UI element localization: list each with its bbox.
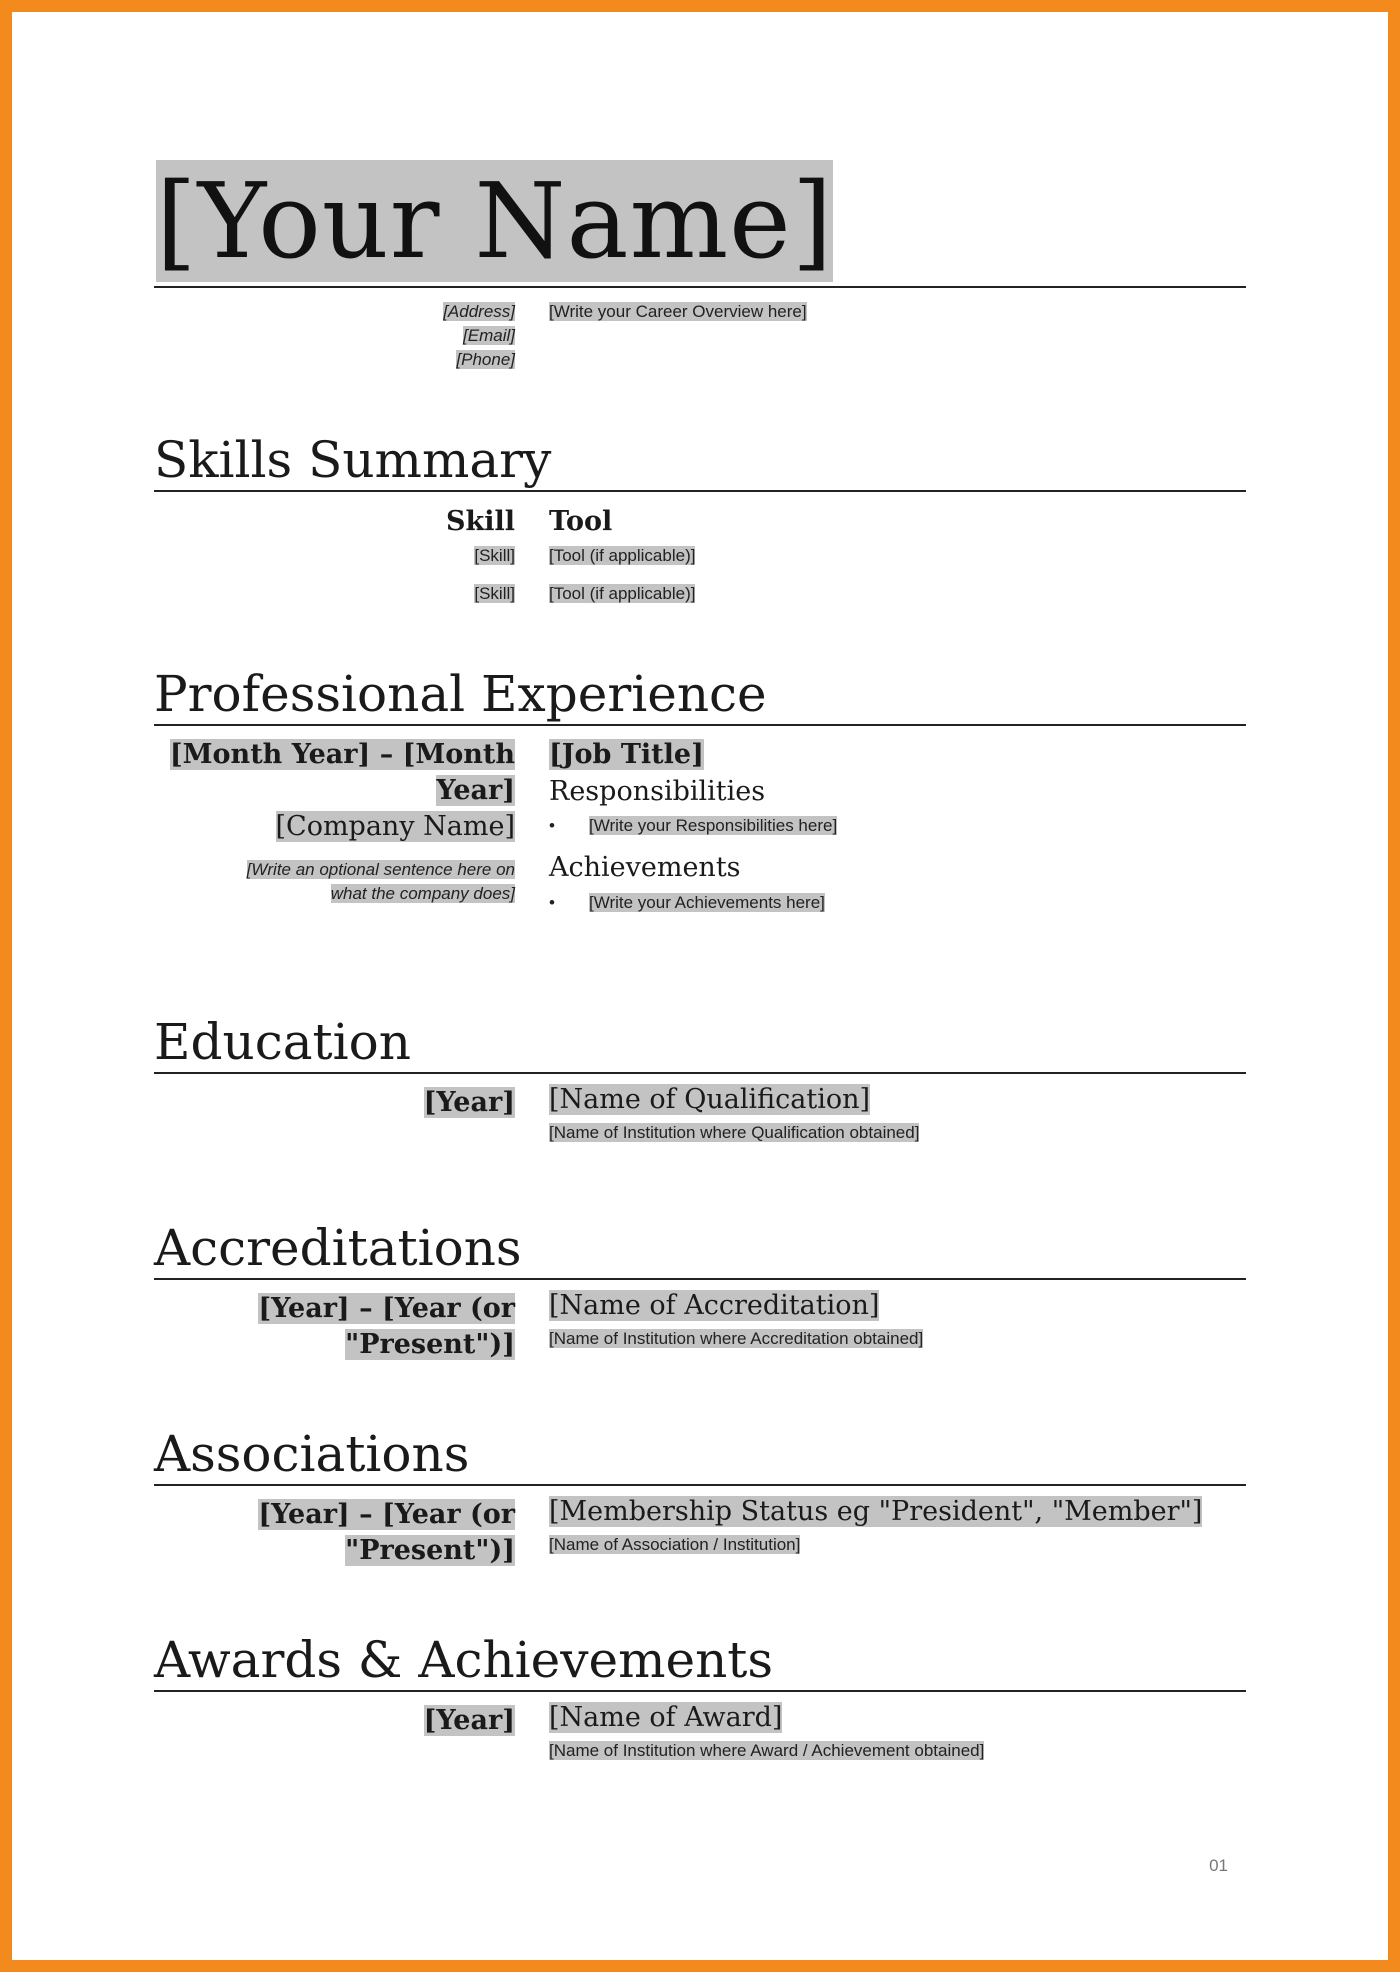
associations-rule <box>154 1484 1246 1486</box>
qualification-field[interactable]: [Name of Qualification] <box>549 1084 871 1115</box>
accreditation-name-field[interactable]: [Name of Accreditation] <box>549 1290 880 1321</box>
association-dates <box>258 1497 515 1569</box>
skill-row-2 <box>474 582 515 606</box>
accreditation-institution <box>549 1327 923 1351</box>
tool-field[interactable]: [Tool (if applicable)] <box>549 546 696 565</box>
company-desc-line1[interactable]: [Write an optional sentence here on <box>246 860 515 879</box>
education-heading: Education <box>154 1013 411 1071</box>
associations-heading: Associations <box>154 1425 470 1483</box>
skill-column-header: Skill <box>446 506 515 537</box>
association-dates-line2[interactable]: "Present")] <box>345 1535 515 1566</box>
tool-row-2 <box>549 582 695 606</box>
contact-block <box>443 300 515 372</box>
name-text[interactable]: [Your Name] <box>156 160 834 282</box>
responsibility-field[interactable]: [Write your Responsibilities here] <box>589 816 838 835</box>
name-heading <box>156 157 833 285</box>
achievement-field[interactable]: [Write your Achievements here] <box>589 893 825 912</box>
qualification <box>549 1082 870 1118</box>
company-name <box>276 809 516 845</box>
skills-rule <box>154 490 1246 492</box>
career-overview-field[interactable]: [Write your Career Overview here] <box>549 302 807 321</box>
bullet: • <box>549 893 555 912</box>
award-institution <box>549 1739 984 1763</box>
experience-rule <box>154 724 1246 726</box>
tool-column-header: Tool <box>549 506 613 537</box>
award-year <box>424 1703 515 1739</box>
qualification-institution-field[interactable]: [Name of Institution where Qualification obtained] <box>549 1123 920 1142</box>
phone-field[interactable]: [Phone] <box>456 350 515 369</box>
award-name-field[interactable]: [Name of Award] <box>549 1702 783 1733</box>
award-year-field[interactable]: [Year] <box>423 1705 515 1736</box>
experience-dates-line2[interactable]: Year] <box>436 775 515 806</box>
awards-heading: Awards & Achievements <box>154 1631 774 1689</box>
achievement-item <box>549 891 825 915</box>
page-number: 01 <box>1209 1856 1228 1875</box>
company-name-field[interactable]: [Company Name] <box>275 811 515 842</box>
achievements-label: Achievements <box>549 852 741 883</box>
membership-status-field[interactable]: [Membership Status eg "President", "Member"] <box>549 1496 1203 1527</box>
tool-field[interactable]: [Tool (if applicable)] <box>549 584 696 603</box>
career-overview <box>549 300 807 324</box>
accreditation-name <box>549 1288 879 1324</box>
accreditation-dates-line1[interactable]: [Year] – [Year (or <box>258 1293 515 1324</box>
responsibility-item <box>549 814 837 838</box>
skill-row-1 <box>474 544 515 568</box>
education-year-field[interactable]: [Year] <box>423 1087 515 1118</box>
address-field[interactable]: [Address] <box>443 302 515 321</box>
association-institution-field[interactable]: [Name of Association / Institution] <box>549 1535 801 1554</box>
membership-status <box>549 1494 1202 1530</box>
accreditations-rule <box>154 1278 1246 1280</box>
association-dates-line1[interactable]: [Year] – [Year (or <box>258 1499 515 1530</box>
qualification-institution <box>549 1121 919 1145</box>
company-description <box>247 858 515 906</box>
experience-dates-line1[interactable]: [Month Year] – [Month <box>169 739 515 770</box>
tool-row-1 <box>549 544 695 568</box>
award-name <box>549 1700 782 1736</box>
email-field[interactable]: [Email] <box>463 326 515 345</box>
name-rule <box>154 286 1246 288</box>
education-rule <box>154 1072 1246 1074</box>
accreditation-dates-line2[interactable]: "Present")] <box>345 1329 515 1360</box>
education-year <box>424 1085 515 1121</box>
job-title <box>549 737 704 773</box>
resume-page <box>12 12 1388 1960</box>
job-title-field[interactable]: [Job Title] <box>549 739 704 770</box>
responsibilities-label: Responsibilities <box>549 776 766 807</box>
skill-field[interactable]: [Skill] <box>474 584 515 603</box>
accreditation-institution-field[interactable]: [Name of Institution where Accreditation obtained] <box>549 1329 924 1348</box>
skill-field[interactable]: [Skill] <box>474 546 515 565</box>
award-institution-field[interactable]: [Name of Institution where Award / Achievement obtained] <box>549 1741 985 1760</box>
experience-dates <box>170 737 515 809</box>
bullet: • <box>549 816 555 835</box>
accreditations-heading: Accreditations <box>154 1219 522 1277</box>
awards-rule <box>154 1690 1246 1692</box>
accreditation-dates <box>258 1291 515 1363</box>
company-desc-line2[interactable]: what the company does] <box>330 884 515 903</box>
skills-heading: Skills Summary <box>154 431 552 489</box>
association-institution <box>549 1533 800 1557</box>
experience-heading: Professional Experience <box>154 665 767 723</box>
